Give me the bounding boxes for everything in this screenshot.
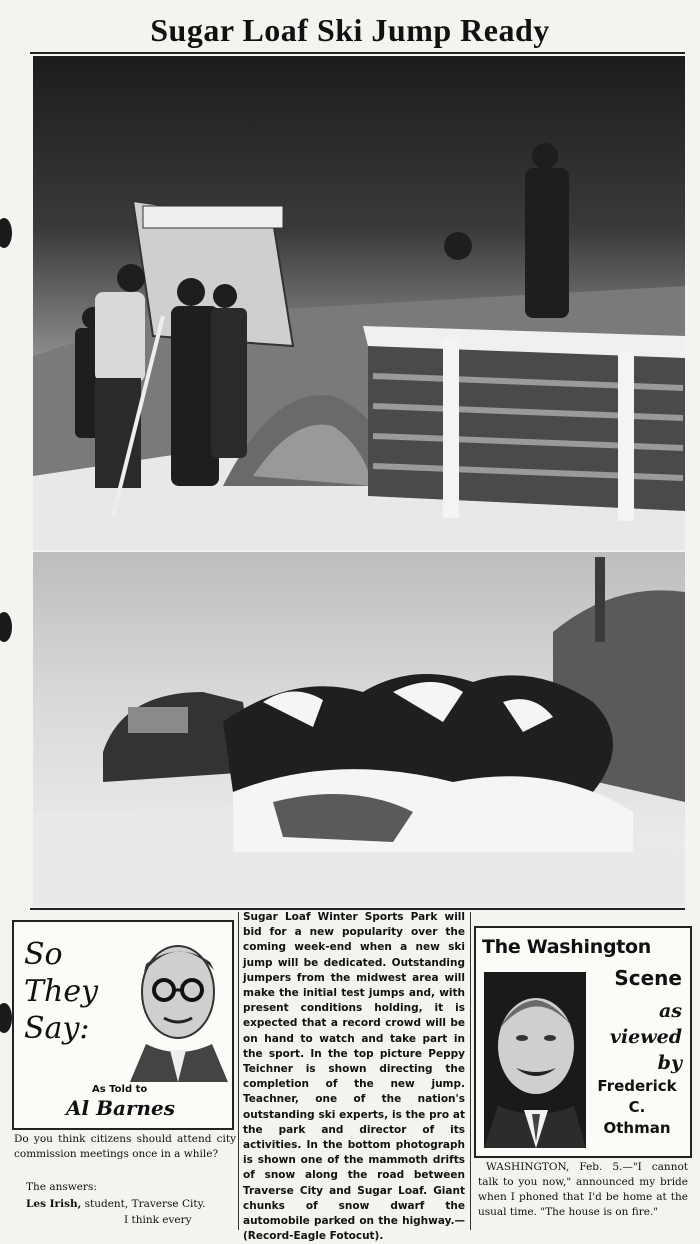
- column-divider-right: [470, 912, 471, 1230]
- headline: Sugar Loaf Ski Jump Ready: [150, 12, 550, 48]
- scene-subtitle: [610, 998, 682, 1076]
- respondent-name: Les Irish,: [26, 1198, 82, 1210]
- subtitle-by: by: [657, 1052, 682, 1074]
- question-text: Do you think citizens should attend city commission meetings once in a while?: [14, 1133, 236, 1160]
- author-last: Othman: [603, 1119, 671, 1137]
- headline-rule: [30, 52, 685, 54]
- title-line-say: Say:: [24, 1011, 90, 1046]
- scene-body-text: WASHINGTON, Feb. 5.—"I cannot talk to you now," announced my bride when I phoned that I'd be home at the usual time. "The house is on fire.": [478, 1161, 688, 1218]
- column-divider-left: [238, 912, 239, 1230]
- subtitle-viewed: viewed: [609, 1026, 682, 1048]
- respondent-quote: I think every: [124, 1214, 192, 1226]
- respondent-desc: student, Traverse City.: [84, 1198, 206, 1210]
- title-line-they: They: [24, 974, 99, 1009]
- scene-title-line1: The Washington: [482, 936, 652, 958]
- binder-hole-1: [0, 218, 12, 248]
- column-title: [24, 936, 98, 1047]
- top-photo-ski-jump: [33, 56, 685, 550]
- photo-caption: Sugar Loaf Winter Sports Park will bid for a new popularity over the coming week-end when a new ski jump will be dedicated. Outstanding jumpers from the midwest area will make the initial test jumps and, with present conditions holding, it is expected that a record crowd will be on hand to watch and take part in the sport. In the top picture Peppy Teichner is shown directing the completion of the new jump. Teachner, one of the nation's outstanding ski experts, is the pro at the park and director of its activities. In the bottom photograph is shown one of the mammoth drifts of snow along the road between Traverse City and Sugar Loaf. Giant chunks of snow dwarf the automobile parked on the highway.—(Record-Eagle Fotocut).: [243, 911, 465, 1243]
- binder-hole-3: [0, 1003, 12, 1033]
- author-portrait: [122, 932, 230, 1082]
- respondent-line: [26, 1197, 236, 1212]
- title-line-so: So: [24, 937, 63, 972]
- so-they-say-box: [12, 920, 234, 1130]
- author-first: Frederick: [597, 1077, 677, 1095]
- binder-hole-2: [0, 612, 12, 642]
- author-photo: [484, 972, 586, 1148]
- byline-prefix: As Told to: [92, 1084, 148, 1095]
- subtitle-as: as: [658, 1000, 682, 1022]
- scene-title-line2: Scene: [614, 966, 682, 990]
- scene-author: [592, 1076, 682, 1139]
- bottom-photo-snow-drift: [33, 552, 685, 907]
- washington-scene-box: [474, 926, 692, 1158]
- byline-name: Al Barnes: [66, 1096, 176, 1120]
- answers-label: The answers:: [26, 1181, 97, 1193]
- author-initial: C.: [628, 1098, 646, 1116]
